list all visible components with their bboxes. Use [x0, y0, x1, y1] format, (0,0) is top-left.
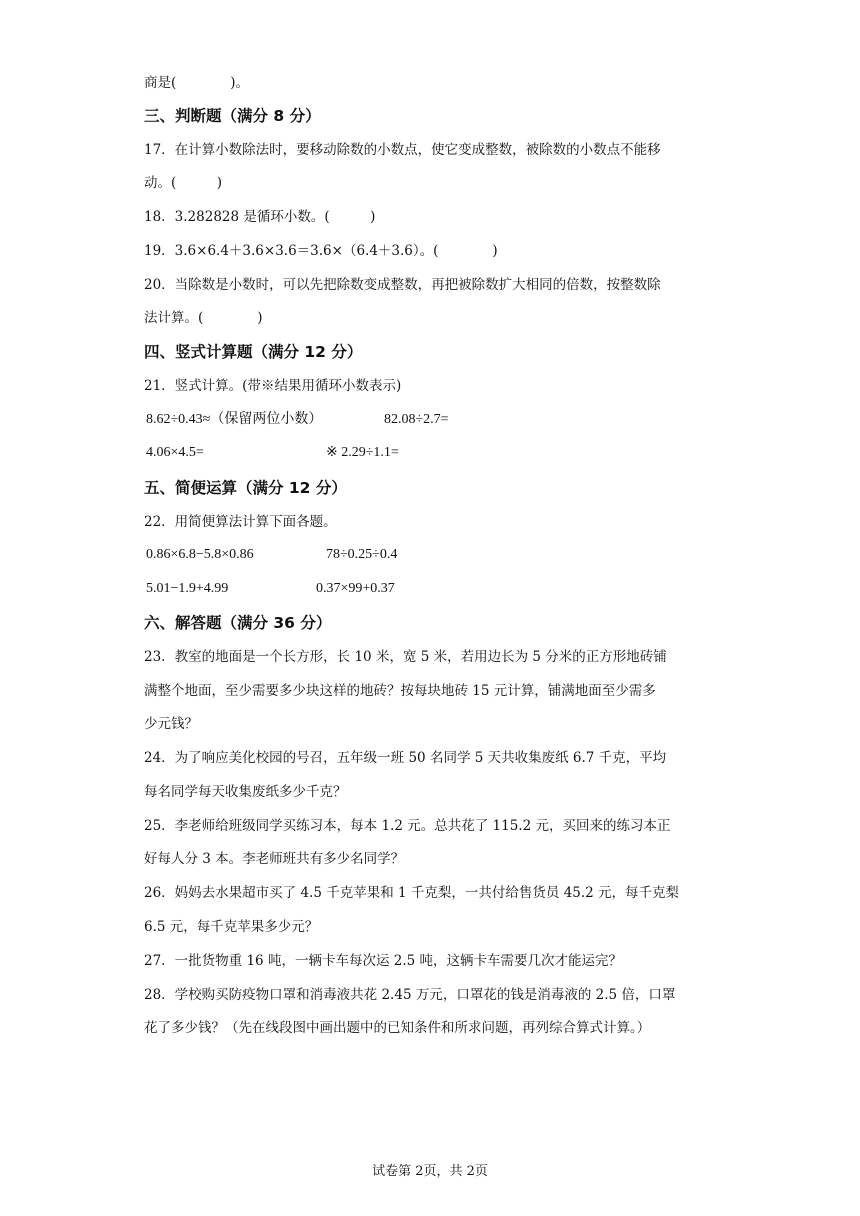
q23-line3: 少元钱？ — [144, 716, 198, 732]
q20-line1: 20．当除数是小数时，可以先把除数变成整数，再把被除数扩大相同的倍数，按整数除 — [144, 277, 661, 293]
page-footer: 试卷第 2页，共 2页 — [372, 1164, 488, 1179]
q16-tail: 商是( )。 — [144, 75, 250, 91]
q22: 22．用简便算法计算下面各题。 — [144, 514, 337, 530]
q26-line2: 6.5 元，每千克苹果多少元？ — [144, 919, 319, 935]
q22-item-3: 5.01−1.9+4.99 — [146, 581, 229, 596]
q24-line2: 每名同学每天收集废纸多少千克？ — [144, 784, 347, 800]
q25-line2: 好每人分 3 本。李老师班共有多少名同学？ — [144, 851, 405, 867]
q22-item-1: 0.86×6.8−5.8×0.86 — [146, 547, 254, 562]
section-5-heading: 五、简便运算（满分 12 分） — [144, 479, 347, 497]
q17-line2: 动。( ) — [144, 175, 223, 191]
q21-item-4: ※ 2.29÷1.1= — [326, 445, 399, 460]
q25-line1: 25．李老师给班级同学买练习本，每本 1.2 元。总共花了 115.2 元，买回来的练习本正 — [144, 818, 671, 834]
q24-line1: 24．为了响应美化校园的号召，五年级一班 50 名同学 5 天共收集废纸 6.7 千克，平均 — [144, 750, 667, 766]
q22-item-4: 0.37×99+0.37 — [316, 581, 395, 596]
q19: 19．3.6×6.4＋3.6×3.6＝3.6×（6.4＋3.6）。( ) — [144, 243, 498, 259]
q23-line1: 23．教室的地面是一个长方形，长 10 米，宽 5 米，若用边长为 5 分米的正方形地砖铺 — [144, 649, 667, 665]
q20-line2: 法计算。( ) — [144, 310, 263, 326]
q28-line2: 花了多少钱？（先在线段图中画出题中的已知条件和所求问题，再列综合算式计算。） — [144, 1020, 651, 1036]
q27: 27．一批货物重 16 吨，一辆卡车每次运 2.5 吨，这辆卡车需要几次才能运完？ — [144, 953, 622, 969]
q21-item-3: 4.06×4.5= — [146, 445, 204, 460]
q17-line1: 17．在计算小数除法时，要移动除数的小数点，使它变成整数，被除数的小数点不能移 — [144, 142, 661, 158]
q22-item-2: 78÷0.25÷0.4 — [326, 547, 398, 562]
q21-item-2: 82.08÷2.7= — [384, 412, 449, 427]
section-3-heading: 三、判断题（满分 8 分） — [144, 107, 321, 125]
section-6-heading: 六、解答题（满分 36 分） — [144, 614, 332, 632]
q23-line2: 满整个地面，至少需要多少块这样的地砖？按每块地砖 15 元计算，铺满地面至少需多 — [144, 683, 656, 699]
section-4-heading: 四、竖式计算题（满分 12 分） — [144, 343, 363, 361]
q18: 18．3.282828 是循环小数。( ) — [144, 209, 376, 225]
q21-item-1: 8.62÷0.43≈（保留两位小数） — [146, 412, 323, 427]
q21: 21．竖式计算。(带※结果用循环小数表示) — [144, 378, 402, 394]
q28-line1: 28．学校购买防疫物口罩和消毒液共花 2.45 万元，口罩花的钱是消毒液的 2.5 倍，口罩 — [144, 987, 676, 1003]
q26-line1: 26．妈妈去水果超市买了 4.5 千克苹果和 1 千克梨，一共付给售货员 45.2 元，每千克梨 — [144, 885, 680, 901]
